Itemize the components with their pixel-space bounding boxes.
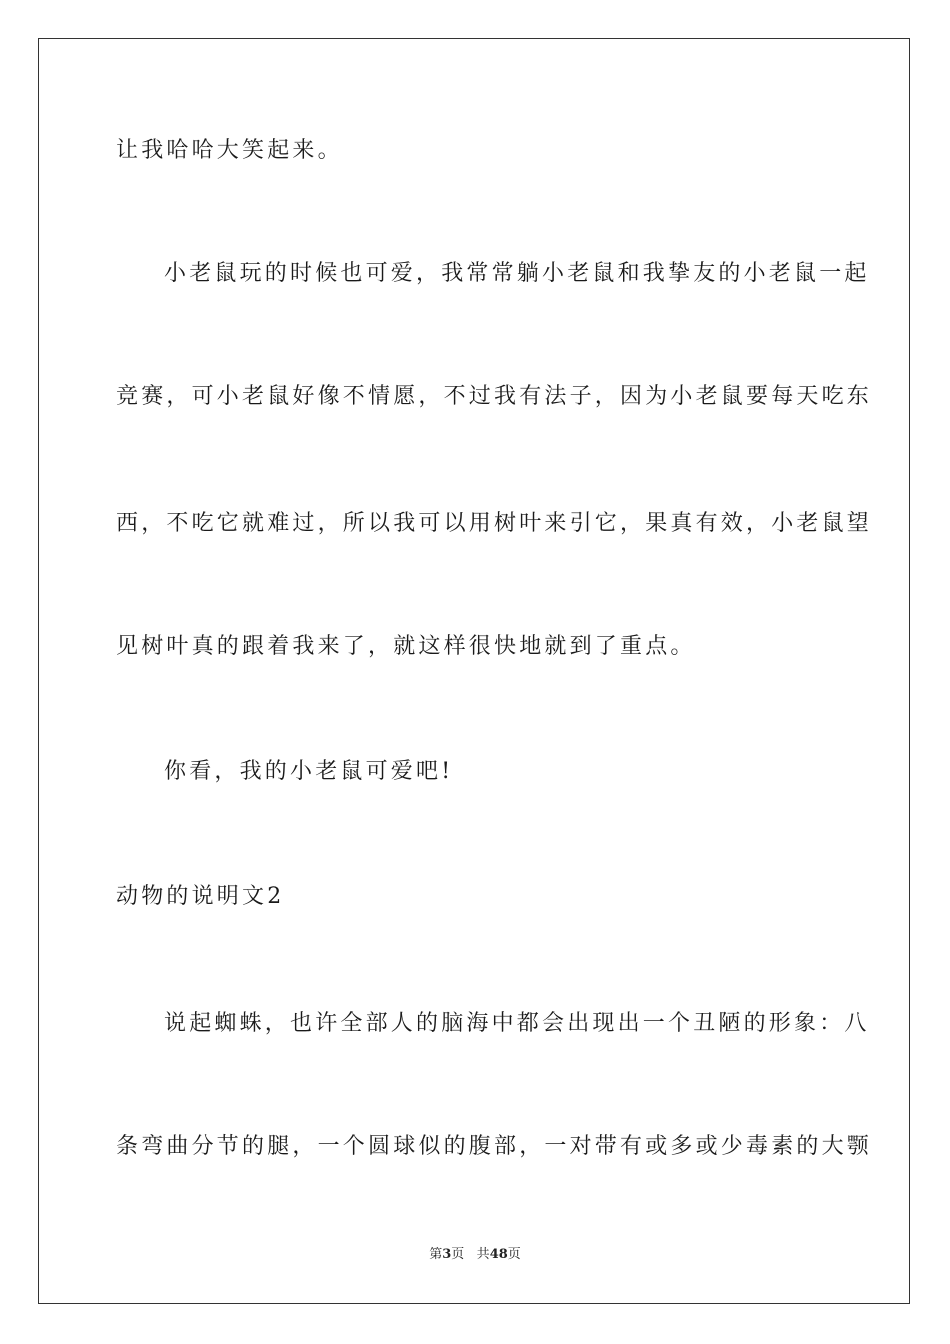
paragraph-line-2: 小老鼠玩的时候也可爱，我常常躺小老鼠和我挚友的小老鼠一起 [164, 261, 870, 286]
paragraph-line-1: 让我哈哈大笑起来。 [116, 138, 343, 163]
page-footer [0, 1246, 950, 1264]
footer-page-suffix: 页 [451, 1247, 465, 1262]
page-border [38, 38, 910, 1304]
section-heading: 动物的说明文2 [116, 884, 285, 909]
paragraph-line-4: 西，不吃它就难过，所以我可以用树叶来引它，果真有效，小老鼠望 [116, 511, 873, 536]
paragraph-line-5: 见树叶真的跟着我来了，就这样很快地就到了重点。 [116, 634, 696, 659]
paragraph-line-3: 竞赛，可小老鼠好像不情愿，不过我有法子，因为小老鼠要每天吃东 [116, 384, 873, 409]
paragraph-line-6: 你看，我的小老鼠可爱吧! [164, 759, 454, 784]
footer-page-prefix: 第 [429, 1247, 443, 1262]
paragraph-line-7: 说起蜘蛛，也许全部人的脑海中都会出现出一个丑陋的形象：八 [164, 1011, 870, 1036]
footer-total-prefix: 共 [476, 1247, 490, 1262]
footer-total-suffix: 页 [507, 1247, 521, 1262]
footer-page-number: 3 [442, 1247, 452, 1262]
paragraph-line-8: 条弯曲分节的腿，一个圆球似的腹部，一对带有或多或少毒素的大颚 [116, 1134, 873, 1159]
footer-total-pages: 48 [489, 1247, 508, 1262]
